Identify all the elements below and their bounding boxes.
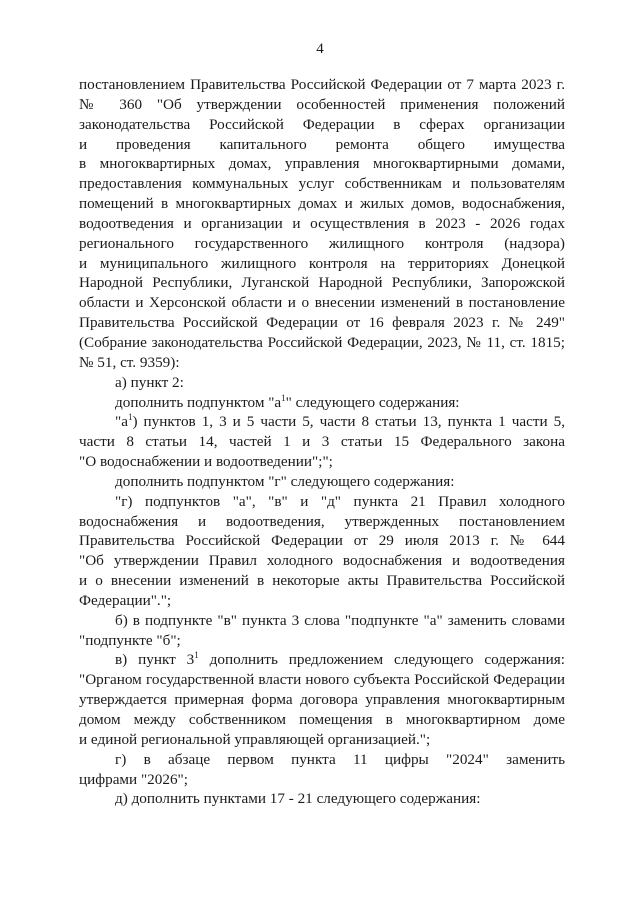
document-body (79, 75, 565, 809)
superscript: 1 (281, 392, 286, 403)
text-line: "О водоснабжении и водоотведении";"; (79, 453, 333, 471)
text-line: "Органом государственной власти нового субъекта Российской Федерации (79, 671, 565, 689)
text-line: утверждается примерная форма договора управления многоквартирным (79, 691, 565, 709)
text-line: водоснабжения и водоотведения, утвержденных постановлением (79, 512, 565, 530)
text-fragment: ) пунктов 1, 3 и 5 части 5, части 8 статьи 13, пункта 1 части 5, (132, 413, 565, 431)
text-line: Народной Республики, Луганской Народной Республики, Запорожской (79, 274, 565, 292)
text-line: помещений в многоквартирных домах и жилых домов, водоснабжения, (79, 195, 565, 213)
text-line: (Собрание законодательства Российской Федерации, 2023, № 11, ст. 1815; (79, 333, 565, 351)
text-line: Правительства Российской Федерации от 16 февраля 2023 г. № 249" (79, 314, 565, 332)
text-line: "Об утверждении Правил холодного водоснабжения и водоотведения (79, 552, 565, 570)
text-line: законодательства Российской Федерации в сферах организации (79, 115, 565, 133)
text-line: и проведения капитального ремонта общего имущества (79, 135, 565, 153)
text-line: Правительства Российской Федерации от 29 июля 2013 г. № 644 (79, 532, 565, 550)
text-line: "подпункте "б"; (79, 631, 181, 649)
text-line: "г) подпунктов "а", "в" и "д" пункта 21 Правил холодного (115, 492, 565, 510)
text-line: № 51, ст. 9359): (79, 353, 180, 371)
text-line: в многоквартирных домах, управления многоквартирными домами, (79, 155, 565, 173)
page-number: 4 (316, 41, 324, 57)
text-line: регионального государственного жилищного контроля (надзора) (79, 234, 565, 252)
text-line: б) в подпункте "в" пункта 3 слова "подпункте "а" заменить словами (115, 611, 565, 629)
text-line: и о внесении изменений в некоторые акты Правительства Российской (79, 572, 565, 590)
superscript: 1 (127, 412, 133, 423)
superscript: 1 (194, 650, 199, 661)
text-line: г) в абзаце первом пункта 11 цифры "2024" заменить (115, 750, 565, 768)
text-line (79, 412, 565, 432)
text-line: области и Херсонской области и о внесении изменений в постановление (79, 294, 565, 312)
text-line: Федерации"."; (79, 591, 172, 609)
text-line: и единой региональной управляющей организацией."; (79, 730, 431, 748)
text-line (79, 393, 565, 413)
text-line: домом между собственником помещения в многоквартирном доме (79, 711, 565, 728)
text-line: д) дополнить пунктами 17 - 21 следующего содержания: (115, 790, 481, 808)
text-fragment: дополнить подпунктом "а (115, 393, 282, 411)
text-line: части 8 статьи 14, частей 1 и 3 статьи 15 Федерального закона (79, 433, 565, 451)
text-line: постановлением Правительства Российской Федерации от 7 марта 2023 г. (79, 76, 565, 93)
text-line: и муниципального жилищного контроля на территориях Донецкой (79, 254, 565, 272)
text-line: № 360 "Об утверждении особенностей применения положений (79, 95, 565, 113)
text-fragment: " следующего содержания: (285, 393, 460, 411)
text-line: водоотведения и организации и осуществления в 2023 - 2026 годах (79, 214, 565, 232)
text-fragment: в) пункт 3 (115, 651, 195, 669)
text-line: цифрами "2026"; (79, 770, 188, 788)
text-line: дополнить подпунктом "г" следующего содержания: (115, 472, 455, 490)
text-line (79, 650, 565, 670)
text-line: а) пункт 2: (115, 373, 184, 391)
text-line: предоставления коммунальных услуг собственникам и пользователям (79, 175, 565, 193)
text-fragment: дополнить предложением следующего содержания: (198, 651, 565, 669)
text-fragment: "а (115, 413, 128, 431)
